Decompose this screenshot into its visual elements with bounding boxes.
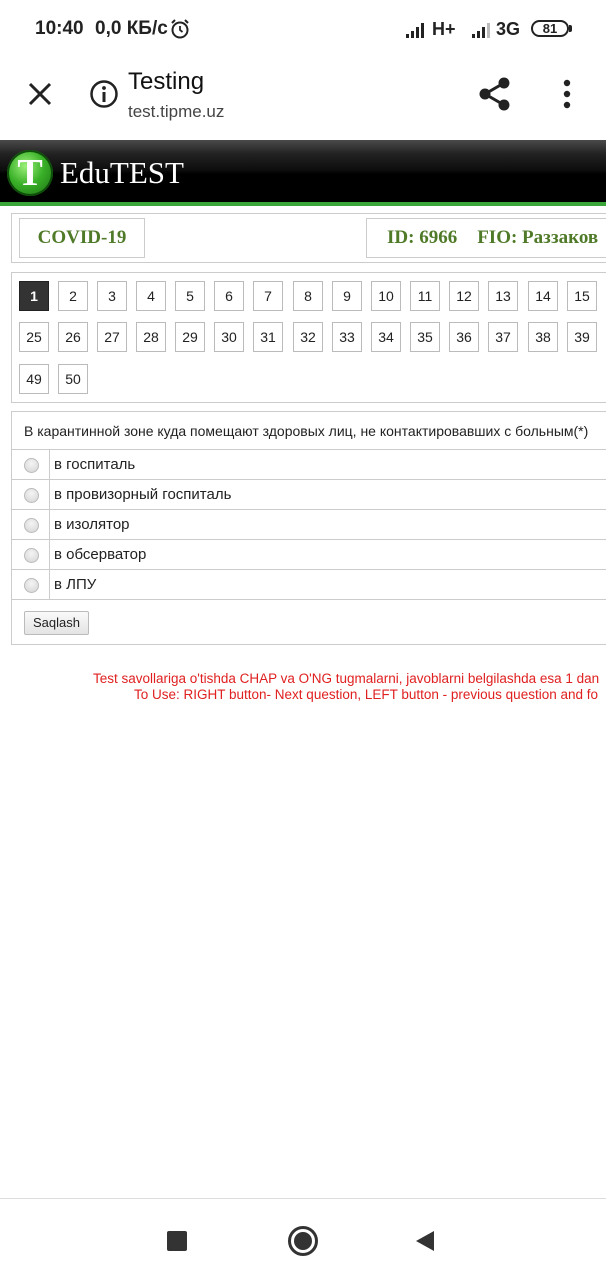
logo-letter: T: [17, 152, 43, 194]
battery-icon: 81: [531, 20, 569, 37]
radio-button[interactable]: [24, 548, 39, 563]
instruction-en: To Use: RIGHT button- Next question, LEFT button - previous question and fo: [134, 687, 598, 702]
answer-option[interactable]: [12, 480, 606, 510]
network-type-2: 3G: [496, 19, 521, 39]
question-number-button[interactable]: 9: [332, 281, 362, 311]
home-icon[interactable]: [287, 1225, 319, 1257]
browser-toolbar: [0, 60, 606, 140]
answer-option[interactable]: [12, 450, 606, 480]
test-topic: COVID-19: [19, 218, 145, 258]
user-fio: FIO: Раззаков: [477, 227, 599, 248]
question-number-button[interactable]: 11: [410, 281, 440, 311]
question-number-button[interactable]: 25: [19, 322, 49, 352]
question-navigator: [11, 272, 606, 403]
question-number-button[interactable]: 4: [136, 281, 166, 311]
network-type-1: H+: [432, 19, 456, 39]
answer-label[interactable]: в госпиталь: [54, 456, 136, 473]
question-number-button[interactable]: 15: [567, 281, 597, 311]
status-right: [406, 18, 576, 42]
signal-icon: [406, 22, 428, 38]
question-number-button[interactable]: 29: [175, 322, 205, 352]
radio-cell: [12, 570, 50, 599]
question-number-button[interactable]: 33: [332, 322, 362, 352]
question-number-button[interactable]: 5: [175, 281, 205, 311]
question-number-button[interactable]: 35: [410, 322, 440, 352]
save-button[interactable]: Saqlash: [24, 611, 89, 635]
alarm-icon: [169, 18, 191, 40]
radio-cell: [12, 540, 50, 569]
battery-tip: [569, 25, 572, 32]
status-speed: 0,0 КБ/с: [95, 18, 168, 39]
answer-label[interactable]: в изолятор: [54, 516, 130, 533]
question-number-button[interactable]: 28: [136, 322, 166, 352]
signal-icon-2: [472, 22, 494, 38]
logo-text: EduTEST: [60, 155, 184, 190]
question-text: В карантинной зоне куда помещают здоровых лиц, не контактировавших с больным(*): [12, 412, 606, 450]
radio-button[interactable]: [24, 518, 39, 533]
answer-label[interactable]: в обсерватор: [54, 546, 147, 563]
test-id: ID: 6966: [387, 227, 458, 248]
answer-option[interactable]: [12, 540, 606, 570]
page-url: test.tipme.uz: [128, 102, 225, 121]
answer-option[interactable]: [12, 510, 606, 540]
radio-cell: [12, 450, 50, 479]
back-icon[interactable]: [414, 1229, 436, 1253]
answer-option[interactable]: [12, 570, 606, 600]
status-time: 10:40: [35, 18, 84, 39]
answer-label[interactable]: в провизорный госпиталь: [54, 486, 232, 503]
question-number-button[interactable]: 13: [488, 281, 518, 311]
question-number-button[interactable]: 49: [19, 364, 49, 394]
question-number-button[interactable]: 37: [488, 322, 518, 352]
share-icon[interactable]: [478, 76, 512, 112]
question-number-button[interactable]: 2: [58, 281, 88, 311]
question-number-button[interactable]: 36: [449, 322, 479, 352]
radio-button[interactable]: [24, 578, 39, 593]
more-options-icon[interactable]: [556, 78, 578, 110]
question-panel: [11, 411, 606, 645]
question-number-button[interactable]: 10: [371, 281, 401, 311]
question-number-button[interactable]: 26: [58, 322, 88, 352]
radio-button[interactable]: [24, 458, 39, 473]
radio-button[interactable]: [24, 488, 39, 503]
site-header: [0, 140, 606, 206]
user-info: [366, 218, 606, 258]
question-number-button[interactable]: 7: [253, 281, 283, 311]
question-number-button[interactable]: 12: [449, 281, 479, 311]
question-number-button[interactable]: 34: [371, 322, 401, 352]
system-navigation-bar: [0, 1198, 606, 1281]
question-number-button[interactable]: 1: [19, 281, 49, 311]
question-number-button[interactable]: 8: [293, 281, 323, 311]
question-number-button[interactable]: 39: [567, 322, 597, 352]
radio-cell: [12, 510, 50, 539]
info-icon[interactable]: [89, 79, 119, 109]
question-number-button[interactable]: 50: [58, 364, 88, 394]
question-number-button[interactable]: 27: [97, 322, 127, 352]
close-icon[interactable]: [26, 80, 54, 108]
status-bar: [0, 0, 606, 60]
question-number-button[interactable]: 38: [528, 322, 558, 352]
question-number-button[interactable]: 14: [528, 281, 558, 311]
question-number-button[interactable]: 30: [214, 322, 244, 352]
question-number-button[interactable]: 31: [253, 322, 283, 352]
instruction-uz: Test savollariga o'tishda CHAP va O'NG tugmalarni, javoblarni belgilashda esa 1 dan: [93, 671, 600, 686]
answer-label[interactable]: в ЛПУ: [54, 576, 97, 593]
page-title: Testing: [128, 68, 205, 95]
test-info-row: [11, 213, 606, 263]
recent-apps-icon[interactable]: [167, 1231, 187, 1251]
question-number-button[interactable]: 3: [97, 281, 127, 311]
question-number-button[interactable]: 6: [214, 281, 244, 311]
question-number-button[interactable]: 32: [293, 322, 323, 352]
radio-cell: [12, 480, 50, 509]
